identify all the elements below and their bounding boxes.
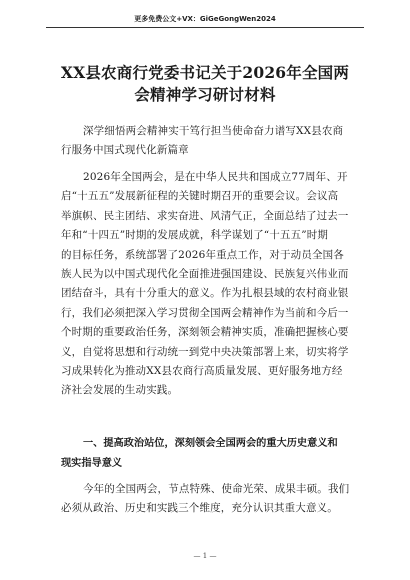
title-line: 会精神学习研讨材料 [134, 85, 276, 104]
paragraph-line: 必须从政治、历史和实践三个维度，充分认识其重大意义。 [61, 502, 338, 515]
paragraph-line: 济社会发展的生动实践。 [61, 384, 179, 397]
intro-line: 行服务中国式现代化新篇章 [61, 144, 189, 157]
paragraph-line: 年和“十四五”时期的发展成就，科学谋划了“十五五”时期 [61, 229, 329, 242]
paragraph-1 [61, 168, 351, 401]
paragraph-line: 团结奋斗，具有十分重大的意义。作为扎根县域的农村商业银 [61, 287, 349, 300]
page-number: — 1 — [193, 552, 217, 560]
paragraph-line: 2026年全国两会，是在中华人民共和国成立77周年、开 [83, 171, 348, 183]
section-1-paragraph [61, 480, 351, 519]
title-line: XX县农商行党委书记关于2026年全国两 [60, 63, 350, 82]
document-title [44, 62, 366, 106]
paragraph-line: 的目标任务，系统部署了2026年重点工作，对于动员全国各 [61, 248, 344, 261]
header-divider [46, 27, 364, 28]
heading-line: 一、提高政治站位，深刻领会全国两会的重大历史意义和 [83, 438, 338, 449]
paragraph-line: 启“十五五”发展新征程的关键时期召开的重要会议。会议高 [61, 190, 339, 203]
page-header: 更多免费公文+VX：GiGeGongWen2024 [134, 15, 276, 23]
heading-line: 现实指导意义 [61, 458, 123, 469]
paragraph-line: 个时期的重要政治任务，深刻领会精神实质，准确把握核心要 [61, 326, 349, 339]
section-heading-1 [61, 434, 351, 474]
intro-paragraph [61, 122, 351, 161]
paragraph-line: 举旗帜、民主团结、求实奋进、风清气正，全面总结了过去一 [61, 209, 349, 222]
paragraph-line: 今年的全国两会，节点特殊、使命光荣、成果丰硕。我们 [83, 483, 350, 495]
paragraph-line: 义，自觉将思想和行动统一到党中央决策部署上来，切实将学 [61, 345, 349, 358]
paragraph-line: 行，我们必须把深入学习贯彻全国两会精神作为当前和今后一 [61, 306, 349, 319]
paragraph-line: 族人民为以中国式现代化全面推进强国建设、民族复兴伟业而 [61, 268, 349, 281]
paragraph-line: 习成果转化为推动XX县农商行高质量发展、更好服务地方经 [61, 365, 343, 378]
intro-line: 深学细悟两会精神实干笃行担当使命奋力谱写XX县农商 [83, 125, 344, 137]
